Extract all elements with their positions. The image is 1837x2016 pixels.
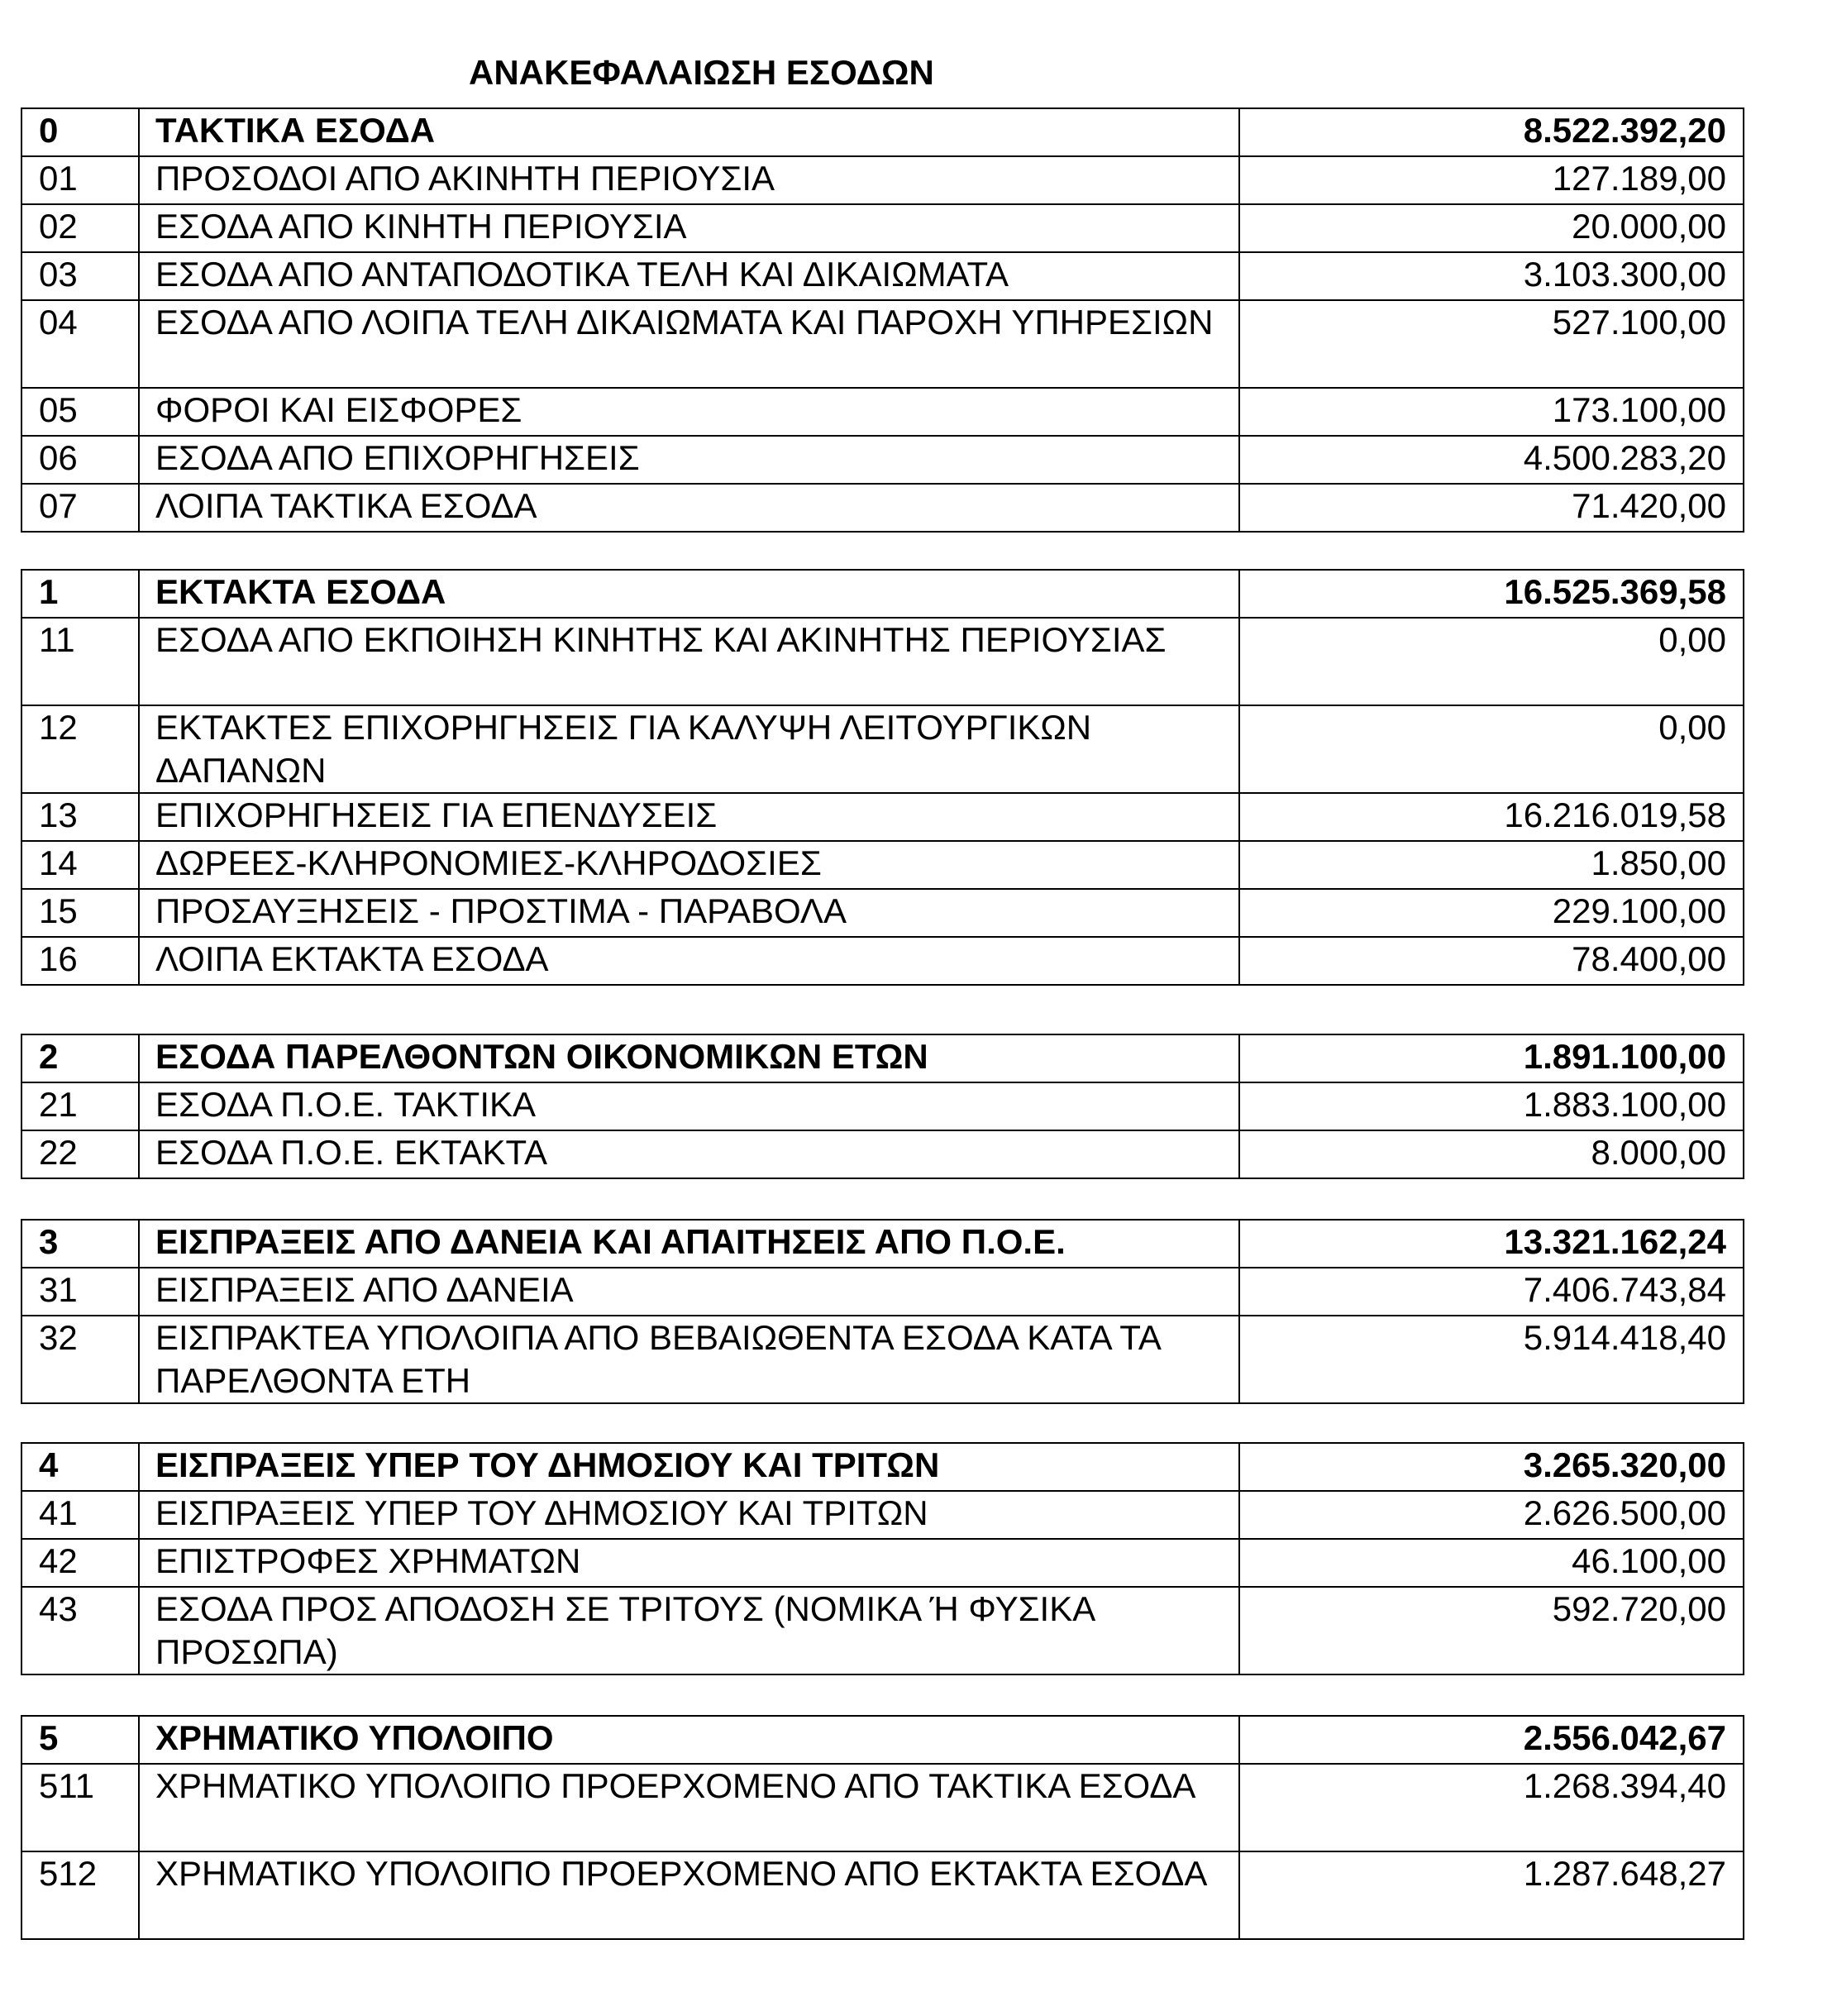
section-header-row bbox=[21, 108, 1744, 156]
table-row bbox=[21, 388, 1744, 436]
row-label: ΕΣΟΔΑ ΑΠΟ ΚΙΝΗΤΗ ΠΕΡΙΟΥΣΙΑ bbox=[139, 204, 1239, 252]
row-label: ΕΣΟΔΑ Π.Ο.Ε. ΤΑΚΤΙΚΑ bbox=[139, 1082, 1239, 1130]
row-amount: 1.850,00 bbox=[1239, 841, 1744, 889]
row-label: ΠΡΟΣΑΥΞΗΣΕΙΣ - ΠΡΟΣΤΙΜΑ - ΠΑΡΑΒΟΛΑ bbox=[139, 889, 1239, 937]
row-amount: 173.100,00 bbox=[1239, 388, 1744, 436]
row-label: ΕΣΟΔΑ Π.Ο.Ε. ΕΚΤΑΚΤΑ bbox=[139, 1130, 1239, 1178]
row-label: ΕΠΙΣΤΡΟΦΕΣ ΧΡΗΜΑΤΩΝ bbox=[139, 1539, 1239, 1587]
row-label: ΧΡΗΜΑΤΙΚΟ ΥΠΟΛΟΙΠΟ ΠΡΟΕΡΧΟΜΕΝΟ ΑΠΟ ΤΑΚΤΙΚΑ ΕΣΟΔΑ bbox=[139, 1764, 1239, 1851]
row-code: 14 bbox=[21, 841, 139, 889]
section-table-5 bbox=[21, 1715, 1744, 1940]
row-code: 13 bbox=[21, 793, 139, 841]
section-code: 1 bbox=[21, 570, 139, 618]
table-row bbox=[21, 1316, 1744, 1403]
section-code: 4 bbox=[21, 1443, 139, 1491]
row-code: 42 bbox=[21, 1539, 139, 1587]
row-amount: 46.100,00 bbox=[1239, 1539, 1744, 1587]
section-amount: 1.891.100,00 bbox=[1239, 1034, 1744, 1082]
table-row bbox=[21, 484, 1744, 532]
row-amount: 20.000,00 bbox=[1239, 204, 1744, 252]
table-row bbox=[21, 1082, 1744, 1130]
row-amount: 0,00 bbox=[1239, 705, 1744, 793]
section-header-row bbox=[21, 1443, 1744, 1491]
section-header-row bbox=[21, 1034, 1744, 1082]
section-header-row bbox=[21, 1716, 1744, 1764]
table-row bbox=[21, 618, 1744, 705]
section-amount: 3.265.320,00 bbox=[1239, 1443, 1744, 1491]
row-code: 22 bbox=[21, 1130, 139, 1178]
section-table-2 bbox=[21, 1034, 1744, 1179]
table-row bbox=[21, 1130, 1744, 1178]
row-amount: 2.626.500,00 bbox=[1239, 1491, 1744, 1539]
section-header-row bbox=[21, 1220, 1744, 1268]
row-label: ΧΡΗΜΑΤΙΚΟ ΥΠΟΛΟΙΠΟ ΠΡΟΕΡΧΟΜΕΝΟ ΑΠΟ ΕΚΤΑΚΤΑ ΕΣΟΔΑ bbox=[139, 1851, 1239, 1939]
section-label: ΕΙΣΠΡΑΞΕΙΣ ΑΠΟ ΔΑΝΕΙΑ ΚΑΙ ΑΠΑΙΤΗΣΕΙΣ ΑΠΟ Π.Ο.Ε. bbox=[139, 1220, 1239, 1268]
table-row bbox=[21, 889, 1744, 937]
row-amount: 229.100,00 bbox=[1239, 889, 1744, 937]
row-amount: 592.720,00 bbox=[1239, 1587, 1744, 1674]
row-label: ΕΣΟΔΑ ΑΠΟ ΕΚΠΟΙΗΣΗ ΚΙΝΗΤΗΣ ΚΑΙ ΑΚΙΝΗΤΗΣ ΠΕΡΙΟΥΣΙΑΣ bbox=[139, 618, 1239, 705]
section-code: 5 bbox=[21, 1716, 139, 1764]
row-code: 02 bbox=[21, 204, 139, 252]
section-amount: 2.556.042,67 bbox=[1239, 1716, 1744, 1764]
row-amount: 8.000,00 bbox=[1239, 1130, 1744, 1178]
table-row bbox=[21, 300, 1744, 388]
table-row bbox=[21, 156, 1744, 204]
row-amount: 7.406.743,84 bbox=[1239, 1268, 1744, 1316]
row-code: 11 bbox=[21, 618, 139, 705]
section-code: 2 bbox=[21, 1034, 139, 1082]
table-row bbox=[21, 1851, 1744, 1939]
table-row bbox=[21, 793, 1744, 841]
section-code: 3 bbox=[21, 1220, 139, 1268]
row-label: ΛΟΙΠΑ ΤΑΚΤΙΚΑ ΕΣΟΔΑ bbox=[139, 484, 1239, 532]
row-amount: 3.103.300,00 bbox=[1239, 252, 1744, 300]
table-row bbox=[21, 1587, 1744, 1674]
row-amount: 5.914.418,40 bbox=[1239, 1316, 1744, 1403]
row-label: ΕΠΙΧΟΡΗΓΗΣΕΙΣ ΓΙΑ ΕΠΕΝΔΥΣΕΙΣ bbox=[139, 793, 1239, 841]
section-label: ΤΑΚΤΙΚΑ ΕΣΟΔΑ bbox=[139, 108, 1239, 156]
row-code: 16 bbox=[21, 937, 139, 985]
table-row bbox=[21, 841, 1744, 889]
section-label: ΕΣΟΔΑ ΠΑΡΕΛΘΟΝΤΩΝ ΟΙΚΟΝΟΜΙΚΩΝ ΕΤΩΝ bbox=[139, 1034, 1239, 1082]
section-table-3 bbox=[21, 1219, 1744, 1404]
section-header-row bbox=[21, 570, 1744, 618]
row-code: 04 bbox=[21, 300, 139, 388]
row-label: ΕΚΤΑΚΤΕΣ ΕΠΙΧΟΡΗΓΗΣΕΙΣ ΓΙΑ ΚΑΛΥΨΗ ΛΕΙΤΟΥΡΓΙΚΩΝ ΔΑΠΑΝΩΝ bbox=[139, 705, 1239, 793]
row-label: ΕΙΣΠΡΑΞΕΙΣ ΑΠΟ ΔΑΝΕΙΑ bbox=[139, 1268, 1239, 1316]
section-table-4 bbox=[21, 1442, 1744, 1675]
row-amount: 78.400,00 bbox=[1239, 937, 1744, 985]
page-title: ΑΝΑΚΕΦΑΛΑΙΩΣΗ ΕΣΟΔΩΝ bbox=[469, 53, 934, 92]
section-amount: 13.321.162,24 bbox=[1239, 1220, 1744, 1268]
row-label: ΕΙΣΠΡΑΞΕΙΣ ΥΠΕΡ ΤΟΥ ΔΗΜΟΣΙΟΥ ΚΑΙ ΤΡΙΤΩΝ bbox=[139, 1491, 1239, 1539]
section-label: ΧΡΗΜΑΤΙΚΟ ΥΠΟΛΟΙΠΟ bbox=[139, 1716, 1239, 1764]
table-row bbox=[21, 705, 1744, 793]
row-amount: 527.100,00 bbox=[1239, 300, 1744, 388]
row-amount: 0,00 bbox=[1239, 618, 1744, 705]
table-row bbox=[21, 252, 1744, 300]
table-row bbox=[21, 1491, 1744, 1539]
row-code: 41 bbox=[21, 1491, 139, 1539]
section-label: ΕΚΤΑΚΤΑ ΕΣΟΔΑ bbox=[139, 570, 1239, 618]
row-label: ΠΡΟΣΟΔΟΙ ΑΠΟ ΑΚΙΝΗΤΗ ΠΕΡΙΟΥΣΙΑ bbox=[139, 156, 1239, 204]
row-code: 31 bbox=[21, 1268, 139, 1316]
row-label: ΦΟΡΟΙ ΚΑΙ ΕΙΣΦΟΡΕΣ bbox=[139, 388, 1239, 436]
row-code: 32 bbox=[21, 1316, 139, 1403]
table-row bbox=[21, 436, 1744, 484]
row-code: 05 bbox=[21, 388, 139, 436]
section-amount: 8.522.392,20 bbox=[1239, 108, 1744, 156]
row-amount: 1.287.648,27 bbox=[1239, 1851, 1744, 1939]
row-code: 511 bbox=[21, 1764, 139, 1851]
row-label: ΕΣΟΔΑ ΑΠΟ ΑΝΤΑΠΟΔΟΤΙΚΑ ΤΕΛΗ ΚΑΙ ΔΙΚΑΙΩΜΑΤΑ bbox=[139, 252, 1239, 300]
row-amount: 1.268.394,40 bbox=[1239, 1764, 1744, 1851]
table-row bbox=[21, 1268, 1744, 1316]
row-amount: 16.216.019,58 bbox=[1239, 793, 1744, 841]
row-label: ΛΟΙΠΑ ΕΚΤΑΚΤΑ ΕΣΟΔΑ bbox=[139, 937, 1239, 985]
section-table-0 bbox=[21, 107, 1744, 533]
row-code: 15 bbox=[21, 889, 139, 937]
section-label: ΕΙΣΠΡΑΞΕΙΣ ΥΠΕΡ ΤΟΥ ΔΗΜΟΣΙΟΥ ΚΑΙ ΤΡΙΤΩΝ bbox=[139, 1443, 1239, 1491]
row-code: 21 bbox=[21, 1082, 139, 1130]
table-row bbox=[21, 204, 1744, 252]
row-label: ΕΙΣΠΡΑΚΤΕΑ ΥΠΟΛΟΙΠΑ ΑΠΟ ΒΕΒΑΙΩΘΕΝΤΑ ΕΣΟΔΑ ΚΑΤΑ ΤΑ ΠΑΡΕΛΘΟΝΤΑ ΕΤΗ bbox=[139, 1316, 1239, 1403]
table-row bbox=[21, 1539, 1744, 1587]
row-code: 43 bbox=[21, 1587, 139, 1674]
section-amount: 16.525.369,58 bbox=[1239, 570, 1744, 618]
row-code: 06 bbox=[21, 436, 139, 484]
row-label: ΔΩΡΕΕΣ-ΚΛΗΡΟΝΟΜΙΕΣ-ΚΛΗΡΟΔΟΣΙΕΣ bbox=[139, 841, 1239, 889]
row-amount: 127.189,00 bbox=[1239, 156, 1744, 204]
table-row bbox=[21, 1764, 1744, 1851]
row-amount: 71.420,00 bbox=[1239, 484, 1744, 532]
row-label: ΕΣΟΔΑ ΑΠΟ ΕΠΙΧΟΡΗΓΗΣΕΙΣ bbox=[139, 436, 1239, 484]
row-code: 12 bbox=[21, 705, 139, 793]
row-code: 07 bbox=[21, 484, 139, 532]
table-row bbox=[21, 937, 1744, 985]
row-label: ΕΣΟΔΑ ΠΡΟΣ ΑΠΟΔΟΣΗ ΣΕ ΤΡΙΤΟΥΣ (ΝΟΜΙΚΑ Ή ΦΥΣΙΚΑ ΠΡΟΣΩΠΑ) bbox=[139, 1587, 1239, 1674]
row-code: 01 bbox=[21, 156, 139, 204]
row-code: 512 bbox=[21, 1851, 139, 1939]
row-amount: 4.500.283,20 bbox=[1239, 436, 1744, 484]
row-code: 03 bbox=[21, 252, 139, 300]
row-amount: 1.883.100,00 bbox=[1239, 1082, 1744, 1130]
section-code: 0 bbox=[21, 108, 139, 156]
section-table-1 bbox=[21, 569, 1744, 986]
row-label: ΕΣΟΔΑ ΑΠΟ ΛΟΙΠΑ ΤΕΛΗ ΔΙΚΑΙΩΜΑΤΑ ΚΑΙ ΠΑΡΟΧΗ ΥΠΗΡΕΣΙΩΝ bbox=[139, 300, 1239, 388]
